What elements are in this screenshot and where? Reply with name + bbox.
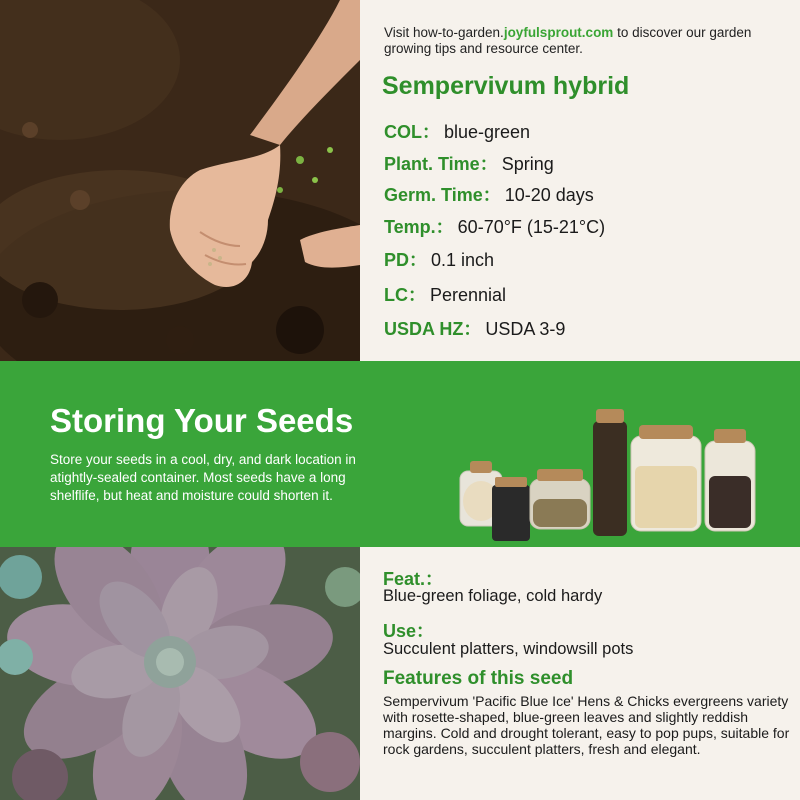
spec-life-cycle-label: LC：	[384, 285, 426, 305]
use-value: Succulent platters, windowsill pots	[383, 640, 634, 658]
features-description: Sempervivum 'Pacific Blue Ice' Hens & Chicks evergreens variety with rosette-shaped, blue-green leaves and slightly reddish margins. Cold and drought tolerant, easy to pop pups, suitable for rock gardens, succulent platters, fresh and elegant.	[383, 693, 790, 757]
spec-temperature-value: 60-70°F (15-21°C)	[457, 217, 606, 237]
feat-value: Blue-green foliage, cold hardy	[383, 587, 603, 605]
spec-germination-time-value: 10-20 days	[504, 185, 594, 205]
spec-life-cycle-value: Perennial	[430, 285, 507, 305]
spec-germination-time-label: Germ. Time：	[384, 185, 501, 205]
product-info-panel	[360, 0, 800, 361]
spec-color-label: COL：	[384, 122, 440, 142]
spec-planting-depth	[384, 246, 494, 272]
sempervivum-rosette-photo	[0, 547, 360, 800]
features-panel	[360, 547, 800, 800]
spec-life-cycle	[384, 281, 506, 307]
spec-planting-depth-value: 0.1 inch	[431, 250, 495, 270]
visit-prefix: Visit how-to-garden.	[384, 25, 504, 40]
use-label: Use：	[383, 621, 435, 641]
storing-seeds-text: Store your seeds in a cool, dry, and dark location in atightly-sealed container. Most seeds have a long shelflife, but heat and moisture could shorten it.	[50, 452, 356, 503]
spec-temperature	[384, 213, 605, 239]
visit-suffix: to discover our garden growing tips and resource center.	[384, 25, 752, 56]
spec-planting-time-value: Spring	[501, 154, 554, 174]
features-of-seed-heading: Features of this seed	[383, 668, 574, 689]
visit-website-text	[384, 25, 784, 57]
product-title: Sempervivum hybrid	[382, 72, 630, 100]
spec-germination-time	[384, 181, 594, 207]
storing-seeds-banner	[0, 361, 800, 547]
feat-label: Feat.：	[383, 569, 444, 589]
spec-planting-depth-label: PD：	[384, 250, 428, 270]
spec-usda-zone-label: USDA HZ：	[384, 319, 482, 339]
spec-color	[384, 118, 530, 144]
spec-planting-time-label: Plant. Time：	[384, 154, 498, 174]
seed-jars-image	[455, 381, 765, 541]
spec-usda-zone-value: USDA 3-9	[485, 319, 566, 339]
hand-sowing-seeds-photo	[0, 0, 360, 361]
spec-planting-time	[384, 150, 554, 176]
spec-temperature-label: Temp.：	[384, 217, 454, 237]
storing-seeds-title: Storing Your Seeds	[50, 402, 354, 439]
spec-usda-zone	[384, 315, 565, 341]
spec-color-value: blue-green	[444, 122, 531, 142]
brand-link[interactable]: joyfulsprout.com	[503, 25, 614, 40]
